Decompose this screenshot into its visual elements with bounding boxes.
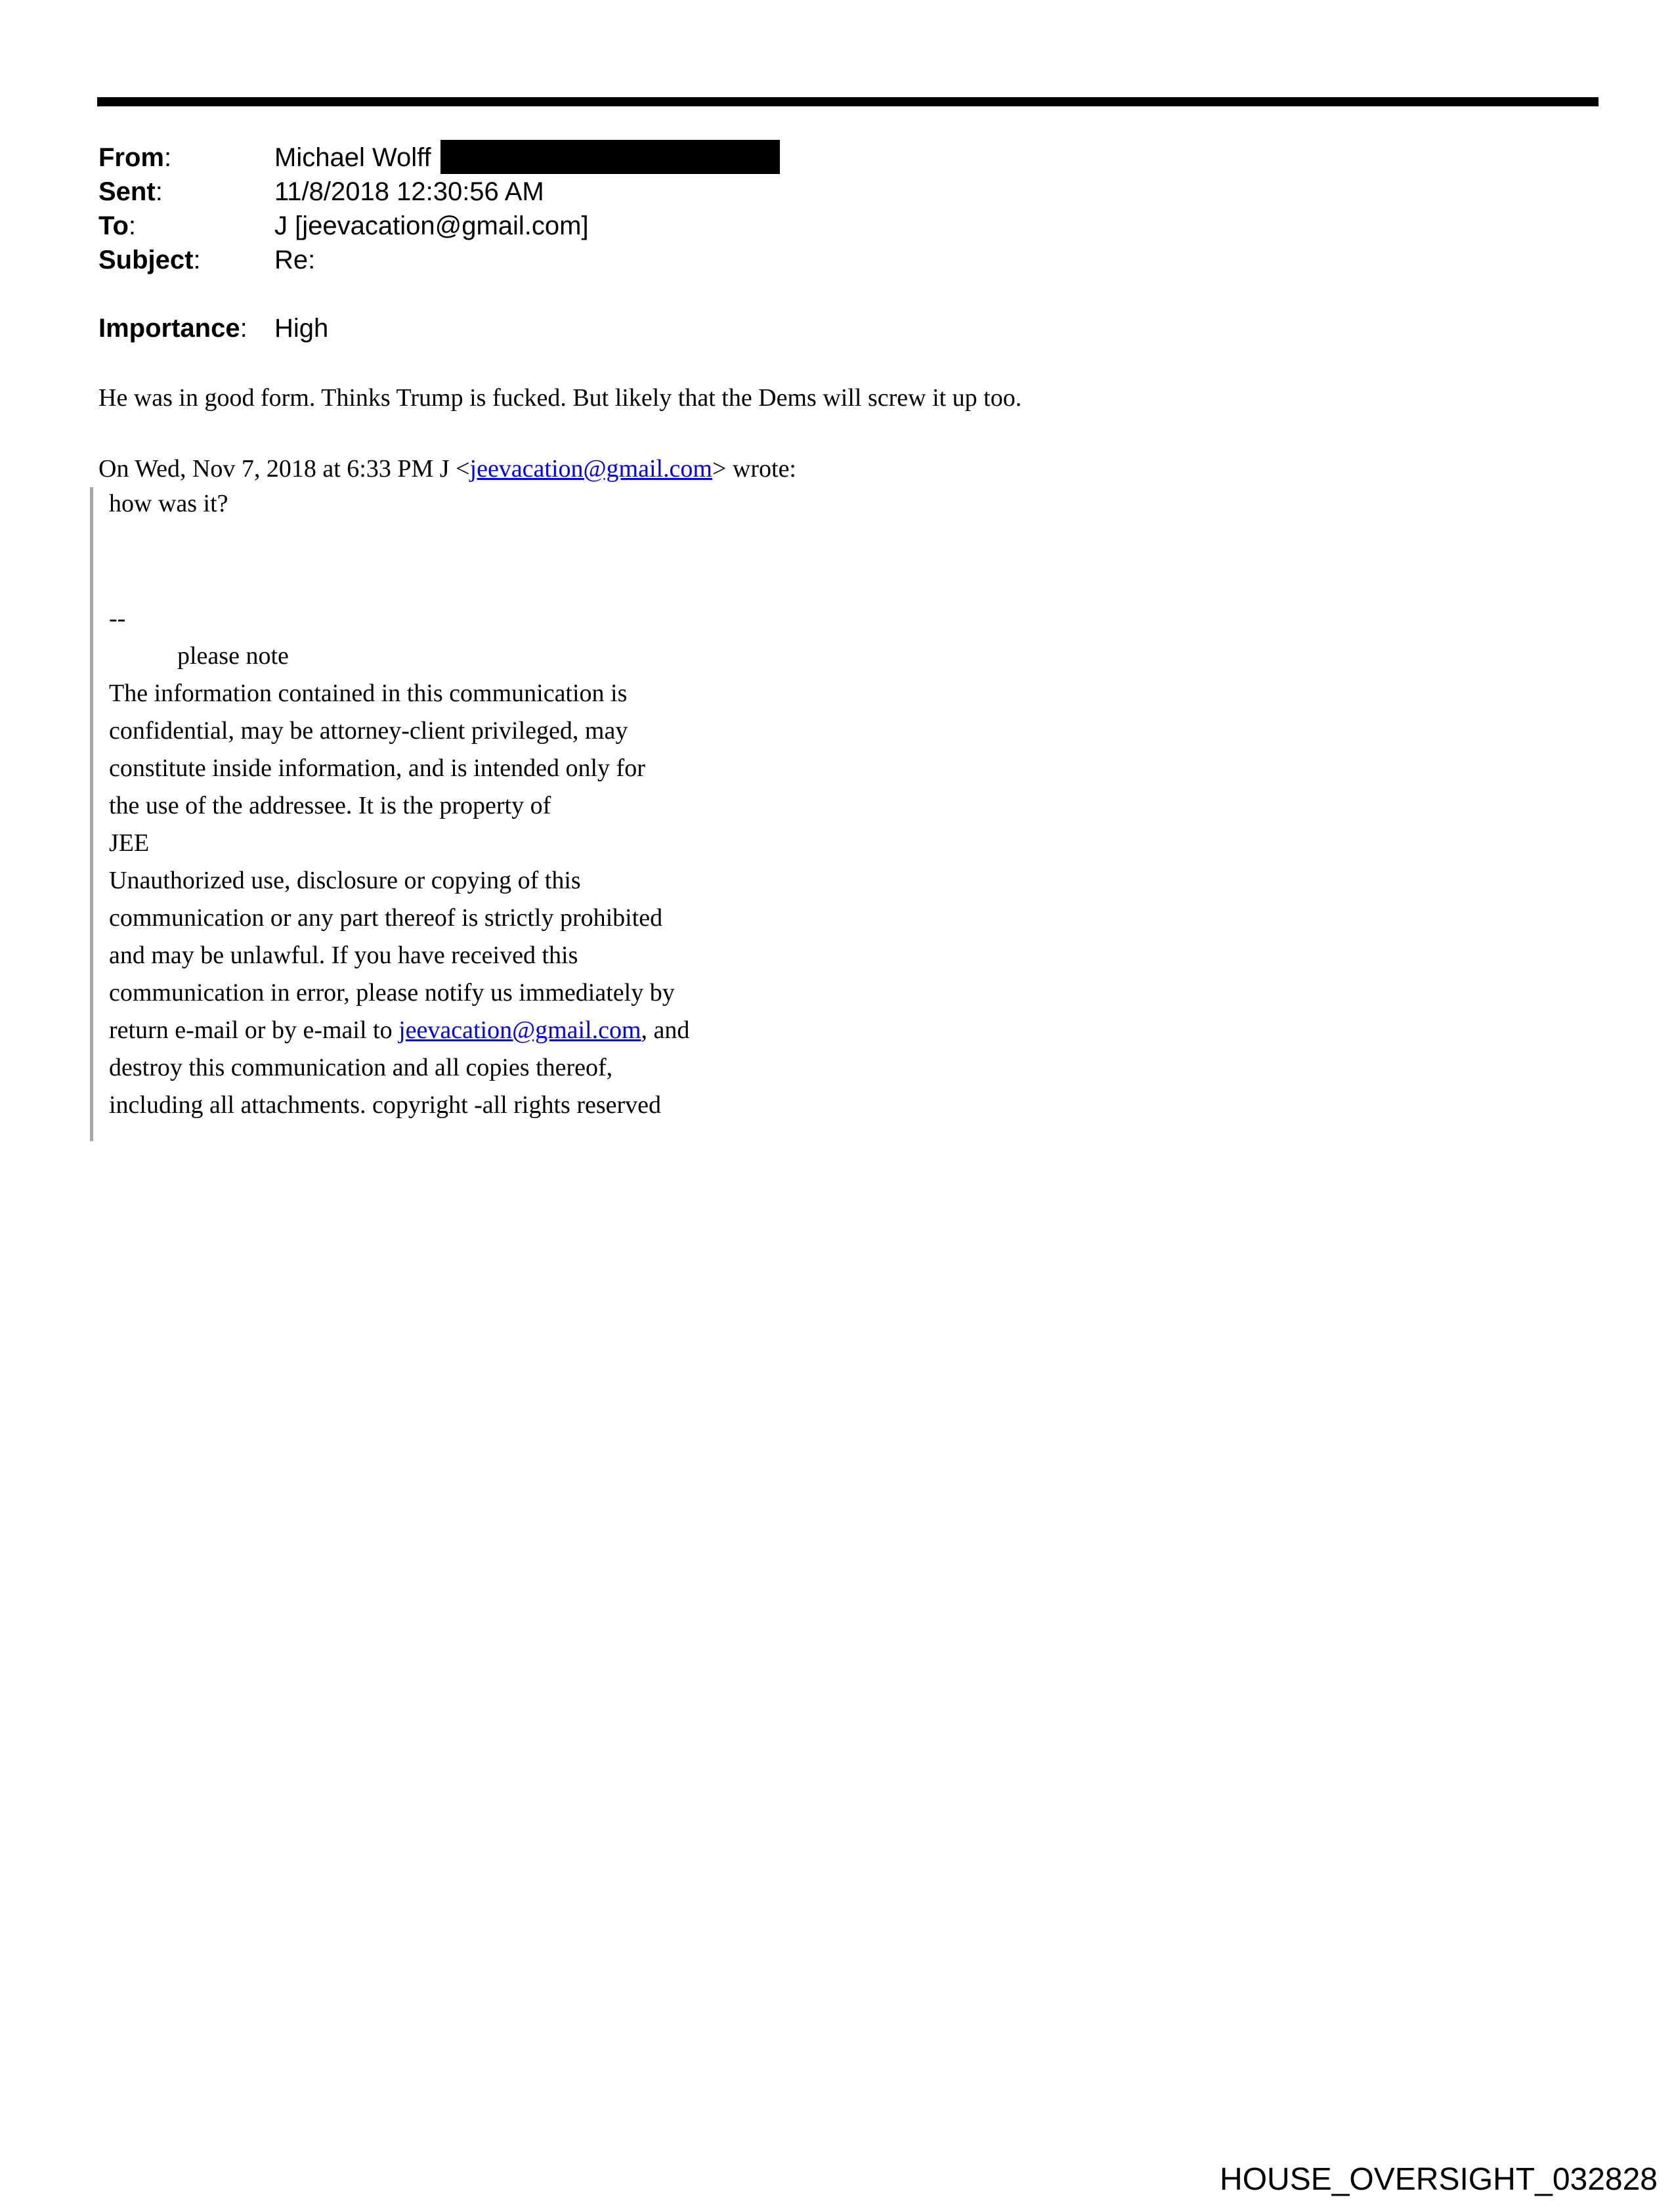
sent-value: 11/8/2018 12:30:56 AM [274, 177, 544, 206]
signature-link-prefix: return e-mail or by e-mail to [109, 1016, 399, 1044]
header-row-importance [98, 311, 780, 345]
redaction-bar [440, 140, 780, 174]
email-header [98, 141, 780, 345]
to-value: J [jeevacation@gmail.com] [274, 211, 589, 240]
reply-intro-line [98, 453, 796, 485]
header-divider-rule [97, 97, 1599, 106]
subject-value: Re: [274, 246, 316, 274]
subject-label [98, 243, 274, 277]
to-label [98, 209, 274, 243]
importance-label-text: Importance [98, 314, 240, 343]
signature-line: communication in error, please notify us immediately by [109, 979, 675, 1007]
importance-label [98, 311, 274, 345]
subject-label-colon: : [193, 246, 201, 274]
from-value [274, 141, 780, 175]
signature-line: communication or any part thereof is strictly prohibited [109, 904, 663, 932]
signature-line: confidential, may be attorney-client privileged, may [109, 717, 628, 745]
quoted-message-block [90, 487, 1028, 1141]
signature-line: the use of the addressee. It is the property of [109, 792, 551, 819]
bates-stamp: HOUSE_OVERSIGHT_032828 [1220, 2162, 1658, 2197]
header-row-subject [98, 243, 780, 277]
signature-line: and may be unlawful. If you have received this [109, 942, 578, 969]
signature-line: Unauthorized use, disclosure or copying of this [109, 867, 581, 894]
signature-line: JEE [109, 829, 150, 857]
signature-line: The information contained in this communication is [109, 680, 628, 707]
quote-spacer [109, 520, 1028, 600]
to-label-text: To [98, 211, 129, 240]
to-label-colon: : [128, 211, 137, 240]
signature-line: including all attachments. copyright -all rights reserved [109, 1091, 662, 1119]
from-label-text: From [98, 143, 164, 172]
importance-value: High [274, 314, 329, 343]
signature-divider: -- [109, 605, 126, 632]
reply-intro-suffix: > wrote: [712, 455, 796, 483]
quoted-message-text: how was it? [109, 490, 228, 517]
importance-label-colon: : [240, 314, 247, 343]
header-row-to [98, 209, 780, 243]
signature-email-link[interactable]: jeevacation@gmail.com [398, 1016, 641, 1044]
email-body-message: He was in good form. Thinks Trump is fucked. But likely that the Dems will screw it up too. [98, 384, 1022, 412]
sent-label-text: Sent [98, 177, 156, 206]
sent-label [98, 175, 274, 209]
from-label [98, 141, 274, 175]
reply-intro-email-link[interactable]: jeevacation@gmail.com [469, 455, 712, 483]
signature-link-line [109, 1012, 1028, 1049]
subject-label-text: Subject [98, 246, 194, 274]
header-row-sent [98, 175, 780, 209]
signature-line: constitute inside information, and is intended only for [109, 754, 645, 782]
from-label-colon: : [164, 143, 172, 172]
signature-note: please note [177, 642, 289, 670]
header-row-from [98, 141, 780, 175]
from-value-text: Michael Wolff [274, 143, 431, 172]
signature-link-suffix: , and [641, 1016, 690, 1044]
signature-line: destroy this communication and all copies thereof, [109, 1054, 613, 1081]
reply-intro-prefix: On Wed, Nov 7, 2018 at 6:33 PM J < [98, 455, 470, 483]
sent-label-colon: : [155, 177, 163, 206]
